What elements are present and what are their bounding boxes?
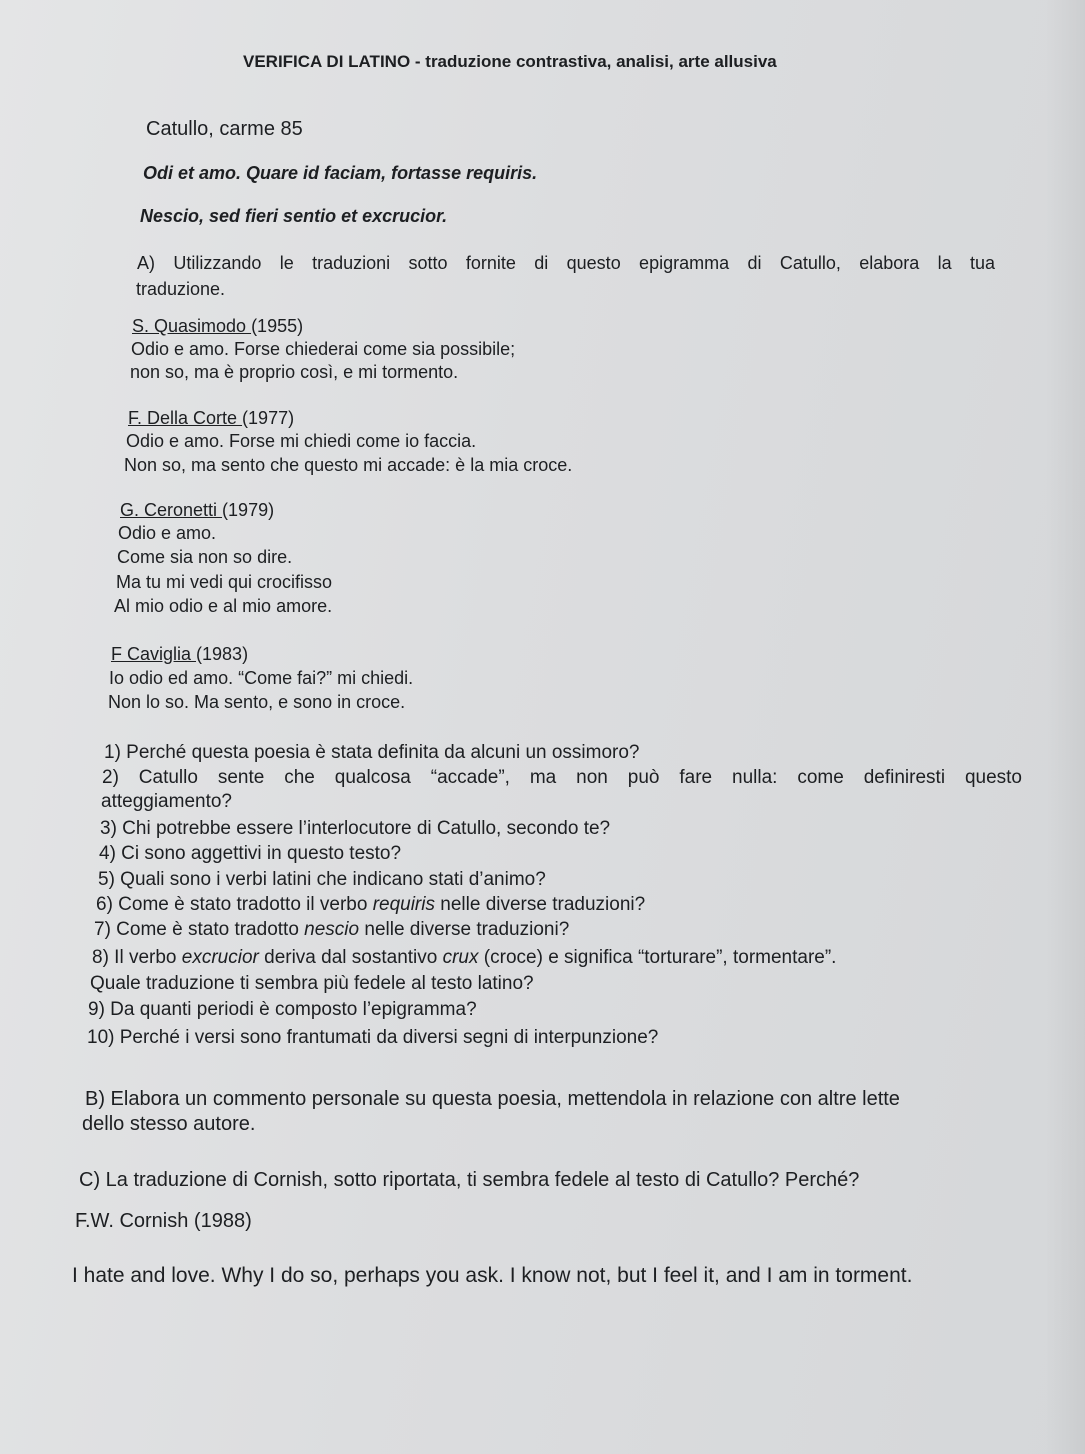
latin-verse-2: Nescio, sed fieri sentio et excrucior. [140, 206, 448, 226]
question-8 [92, 946, 836, 970]
question-8-text: 8) Il verbo [92, 947, 182, 968]
translation-line: Non so, ma sento che questo mi accade: è la mia croce. [124, 455, 573, 475]
translator-name: S. Quasimodo [132, 316, 252, 336]
question-1: 1) Perché questa poesia è stata definita da alcuni un ossimoro? [104, 742, 640, 763]
section-a-instruction-cont: traduzione. [136, 279, 226, 299]
question-4: 4) Ci sono aggettivi in questo testo? [99, 843, 402, 864]
question-2: 2) Catullo sente che qualcosa “accade”, ma non può fare nulla: come definiresti questo [102, 767, 1022, 788]
translation-line: non so, ma è proprio così, e mi tormento. [130, 362, 459, 382]
section-b-instruction: B) Elabora un commento personale su questa poesia, mettendola in relazione con altre lette [85, 1088, 900, 1110]
translation-author [132, 314, 303, 338]
translator-name: F Caviglia [111, 644, 197, 664]
translation-year: (1977) [242, 408, 295, 428]
cornish-label: F.W. Cornish (1988) [75, 1210, 252, 1232]
page-edge-shadow [1045, 0, 1085, 1454]
question-8-latin-noun: crux [442, 947, 479, 968]
question-10: 10) Perché i versi sono frantumati da diversi segni di interpunzione? [87, 1027, 659, 1048]
question-6-text-end: nelle diverse traduzioni? [435, 894, 646, 915]
question-7-text: 7) Come è stato tradotto [94, 919, 305, 940]
question-5: 5) Quali sono i verbi latini che indicano stati d’animo? [98, 869, 546, 890]
page-title [243, 50, 777, 74]
translation-line: Odio e amo. Forse chiederai come sia possibile; [131, 339, 516, 359]
translation-line: Ma tu mi vedi qui crocifisso [116, 572, 333, 592]
translation-line: Come sia non so dire. [117, 547, 293, 567]
translator-name: F. Della Corte [128, 408, 243, 428]
page-title-subtitle: - traduzione contrastiva, analisi, arte allusiva [410, 52, 777, 71]
translator-name: G. Ceronetti [120, 500, 223, 520]
translation-line: Non lo so. Ma sento, e sono in croce. [108, 692, 406, 712]
translation-author [120, 498, 274, 522]
question-6-latin-word: requiris [372, 894, 435, 915]
translation-line: Al mio odio e al mio amore. [114, 596, 333, 616]
translation-line: Odio e amo. Forse mi chiedi come io faccia. [126, 431, 477, 451]
question-8-text-mid: deriva dal sostantivo [258, 947, 443, 968]
question-3: 3) Chi potrebbe essere l’interlocutore di Catullo, secondo te? [100, 818, 611, 839]
translation-author [128, 406, 294, 430]
page-title-main: VERIFICA DI LATINO [243, 52, 411, 71]
section-b-instruction-cont: dello stesso autore. [82, 1113, 256, 1135]
question-6 [96, 893, 645, 917]
question-6-text: 6) Come è stato tradotto il verbo [96, 894, 373, 915]
translation-year: (1979) [222, 500, 275, 520]
question-7 [94, 918, 569, 942]
question-8-latin-word: excrucior [181, 947, 259, 968]
latin-verse-1: Odi et amo. Quare id faciam, fortasse requiris. [143, 163, 538, 183]
source-label: Catullo, carme 85 [146, 118, 303, 140]
translation-year: (1955) [251, 316, 304, 336]
cornish-translation: I hate and love. Why I do so, perhaps you ask. I know not, but I feel it, and I am in torment. [72, 1264, 913, 1287]
question-2-cont: atteggiamento? [101, 791, 232, 812]
question-7-latin-word: nescio [304, 919, 360, 940]
translation-year: (1983) [196, 644, 249, 664]
question-8-cont: Quale traduzione ti sembra più fedele al testo latino? [90, 973, 534, 994]
question-8-text-end: (croce) e significa “torturare”, tormentare”. [478, 947, 837, 968]
question-9: 9) Da quanti periodi è composto l’epigramma? [88, 999, 477, 1020]
question-7-text-end: nelle diverse traduzioni? [359, 919, 570, 940]
translation-author [111, 642, 248, 666]
section-a-instruction: A) Utilizzando le traduzioni sotto fornite di questo epigramma di Catullo, elabora la tua [137, 253, 995, 273]
section-c-instruction: C) La traduzione di Cornish, sotto riportata, ti sembra fedele al testo di Catullo? Perché? [79, 1169, 860, 1191]
translation-line: Odio e amo. [118, 523, 217, 543]
translation-line: Io odio ed amo. “Come fai?” mi chiedi. [109, 668, 414, 688]
